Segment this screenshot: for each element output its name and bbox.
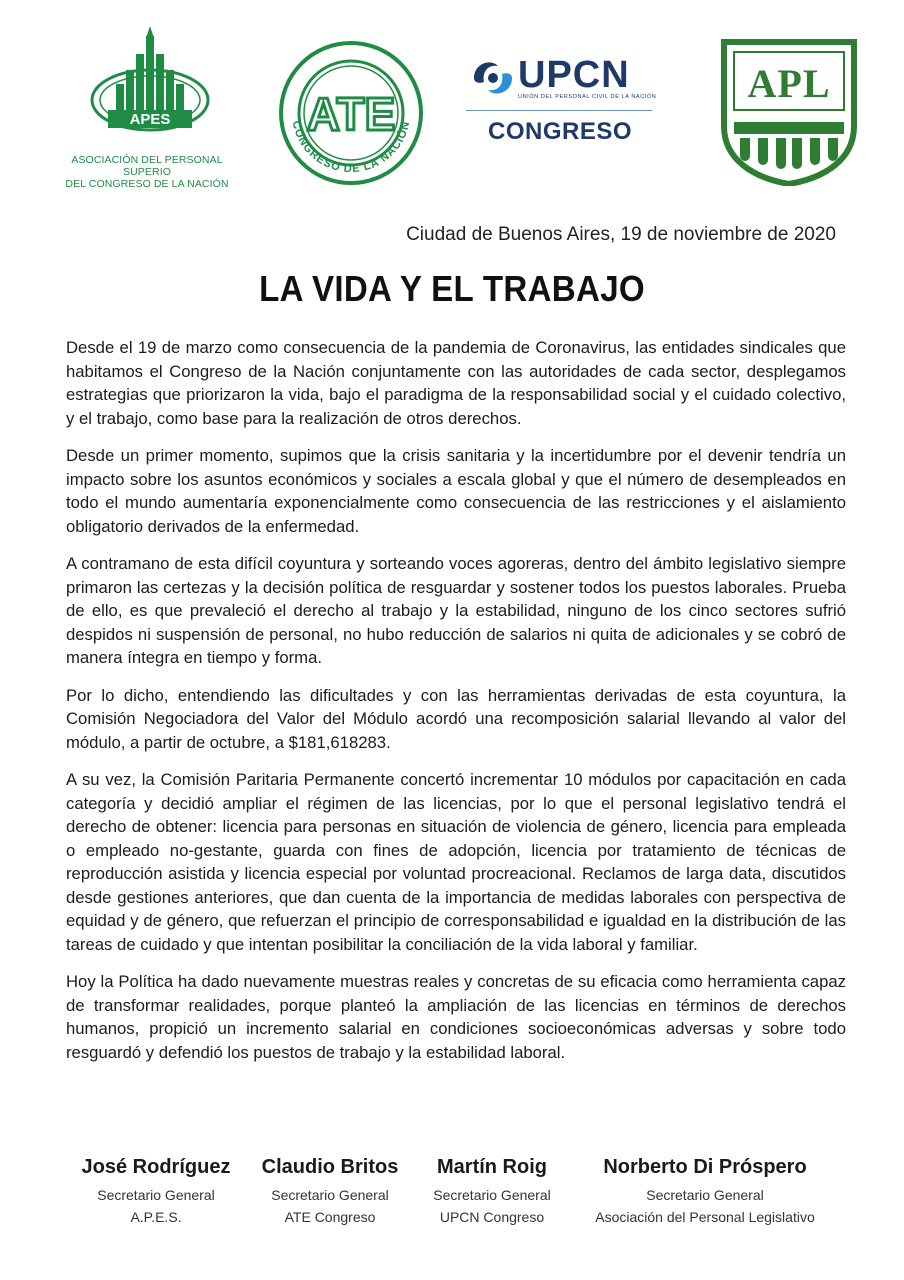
document-date: Ciudad de Buenos Aires, 19 de noviembre de 2020 — [406, 224, 836, 245]
body-paragraph: Por lo dicho, entendiendo las dificultades y con las herramientas derivadas de esta coyuntura, la Comisión Negociadora del Valor del Módulo acordó una recomposición salarial llevando al valor del módulo, a partir de octubre, a $181,618283. — [66, 685, 846, 752]
upcn-divider — [466, 110, 652, 111]
signer-role: Secretario General — [433, 1187, 551, 1203]
apl-logo — [720, 38, 858, 186]
signer-role: Secretario General — [97, 1187, 215, 1203]
logos-header — [0, 0, 904, 210]
signer-name: Claudio Britos — [261, 1156, 399, 1178]
body-paragraph: Desde el 19 de marzo como consecuencia de la pandemia de Coronavirus, las entidades sindicales que habitamos el Congreso de la Nación conjuntamente con las autoridades de cada sector, desplegamos estrategias que priorizaron la vida, bajo el paradigma de la responsabilidad social y el cuidado colectivo, y el trabajo, como base para la realización de otros derechos. — [66, 338, 846, 428]
signer-name: José Rodríguez — [81, 1156, 231, 1178]
signer-org: ATE Congreso — [284, 1209, 376, 1225]
ate-ring-textpath: CONGRESO DE LA NACIÓN — [289, 119, 413, 176]
signer-org: A.P.E.S. — [130, 1209, 182, 1225]
signer-upcn — [420, 1156, 564, 1225]
upcn-subtitle: UNIÓN DEL PERSONAL CIVIL DE LA NACIÓN — [518, 94, 657, 100]
apes-caption — [52, 154, 242, 190]
upcn-mark: UPCN — [518, 54, 630, 96]
body-paragraph: A su vez, la Comisión Paritaria Permanente concertó incrementar 10 módulos por capacitación en cada categoría y decidió ampliar el régimen de las licencias, por lo que el personal legislativo tendrá el derecho de obtener: licencia para personas en situación de violencia de género, licencia para empleada o empleado no-gestante, guarda con fines de adopción, licencia por tratamiento de técnicas de reproducción asistida y licencia especial por voluntad procreacional. Reclamos de larga data, discutidos desde gestiones anteriores, que dan cuenta de la importancia de medidas laborales con perspectiva de equidad y de género, que refuerzan el principio de corresponsabilidad e igualdad en la distribución de las tareas de cuidado y que intentan posibilitar la conciliación de la vida laboral y familiar. — [66, 770, 846, 954]
apes-mark: APES — [129, 111, 171, 128]
signer-org: Asociación del Personal Legislativo — [595, 1209, 815, 1225]
signer-org: UPCN Congreso — [439, 1209, 545, 1225]
upcn-logo — [466, 52, 656, 152]
ate-mark: ATE — [306, 88, 396, 140]
document-title: LA VIDA Y EL TRABAJO — [259, 268, 645, 309]
document-body — [66, 336, 846, 1078]
signatures-block — [60, 1156, 850, 1236]
body-paragraph: Desde un primer momento, supimos que la crisis sanitaria y la incertidumbre por el devenir tendría un impacto sobre los asuntos económicos y sociales a escala global y que el número de desempleados en todo el mundo aumentaría exponencialmente como consecuencia de las restricciones y el aislamiento obligatorio derivados de la enfermedad. — [66, 446, 846, 536]
apes-logo — [52, 26, 242, 190]
signer-name: Norberto Di Próspero — [603, 1156, 807, 1178]
ate-circle-logo-icon — [278, 40, 424, 186]
signer-apl — [574, 1156, 836, 1225]
signer-name: Martín Roig — [437, 1156, 547, 1178]
body-paragraph: Hoy la Política ha dado nuevamente muestras reales y concretas de su eficacia como herramienta capaz de transformar realidades, porque planteó la ampliación de las licencias en términos de derechos humanos, propició un incremento salarial en condiciones socioeconómicas adversas y sobre todo resguardó y defendió los puestos de trabajo y la estabilidad laboral. — [66, 972, 846, 1062]
upcn-swoosh-logo-icon — [468, 56, 518, 100]
apes-caption-line2: DEL CONGRESO DE LA NACIÓN — [65, 178, 229, 190]
signer-role: Secretario General — [271, 1187, 389, 1203]
signer-apes — [60, 1156, 252, 1225]
apes-building-logo-icon — [52, 26, 242, 154]
apes-caption-line1: ASOCIACIÓN DEL PERSONAL SUPERIO — [71, 154, 223, 178]
apl-mark: APL — [747, 61, 831, 106]
signer-ate — [256, 1156, 404, 1225]
upcn-branch: CONGRESO — [488, 118, 633, 145]
signer-role: Secretario General — [646, 1187, 764, 1203]
ate-logo — [278, 40, 424, 186]
body-paragraph: A contramano de esta difícil coyuntura y sorteando voces agoreras, dentro del ámbito legislativo siempre primaron las certezas y la decisión política de resguardar y sostener todos los puestos laborales. Prueba de ello, es que prevaleció el derecho al trabajo y la estabilidad, ninguno de los cinco sectores sufrió despidos ni suspensión de personal, no hubo reducción de salarios ni quita de adicionales y se cobró de manera íntegra en tiempo y forma. — [66, 554, 846, 667]
